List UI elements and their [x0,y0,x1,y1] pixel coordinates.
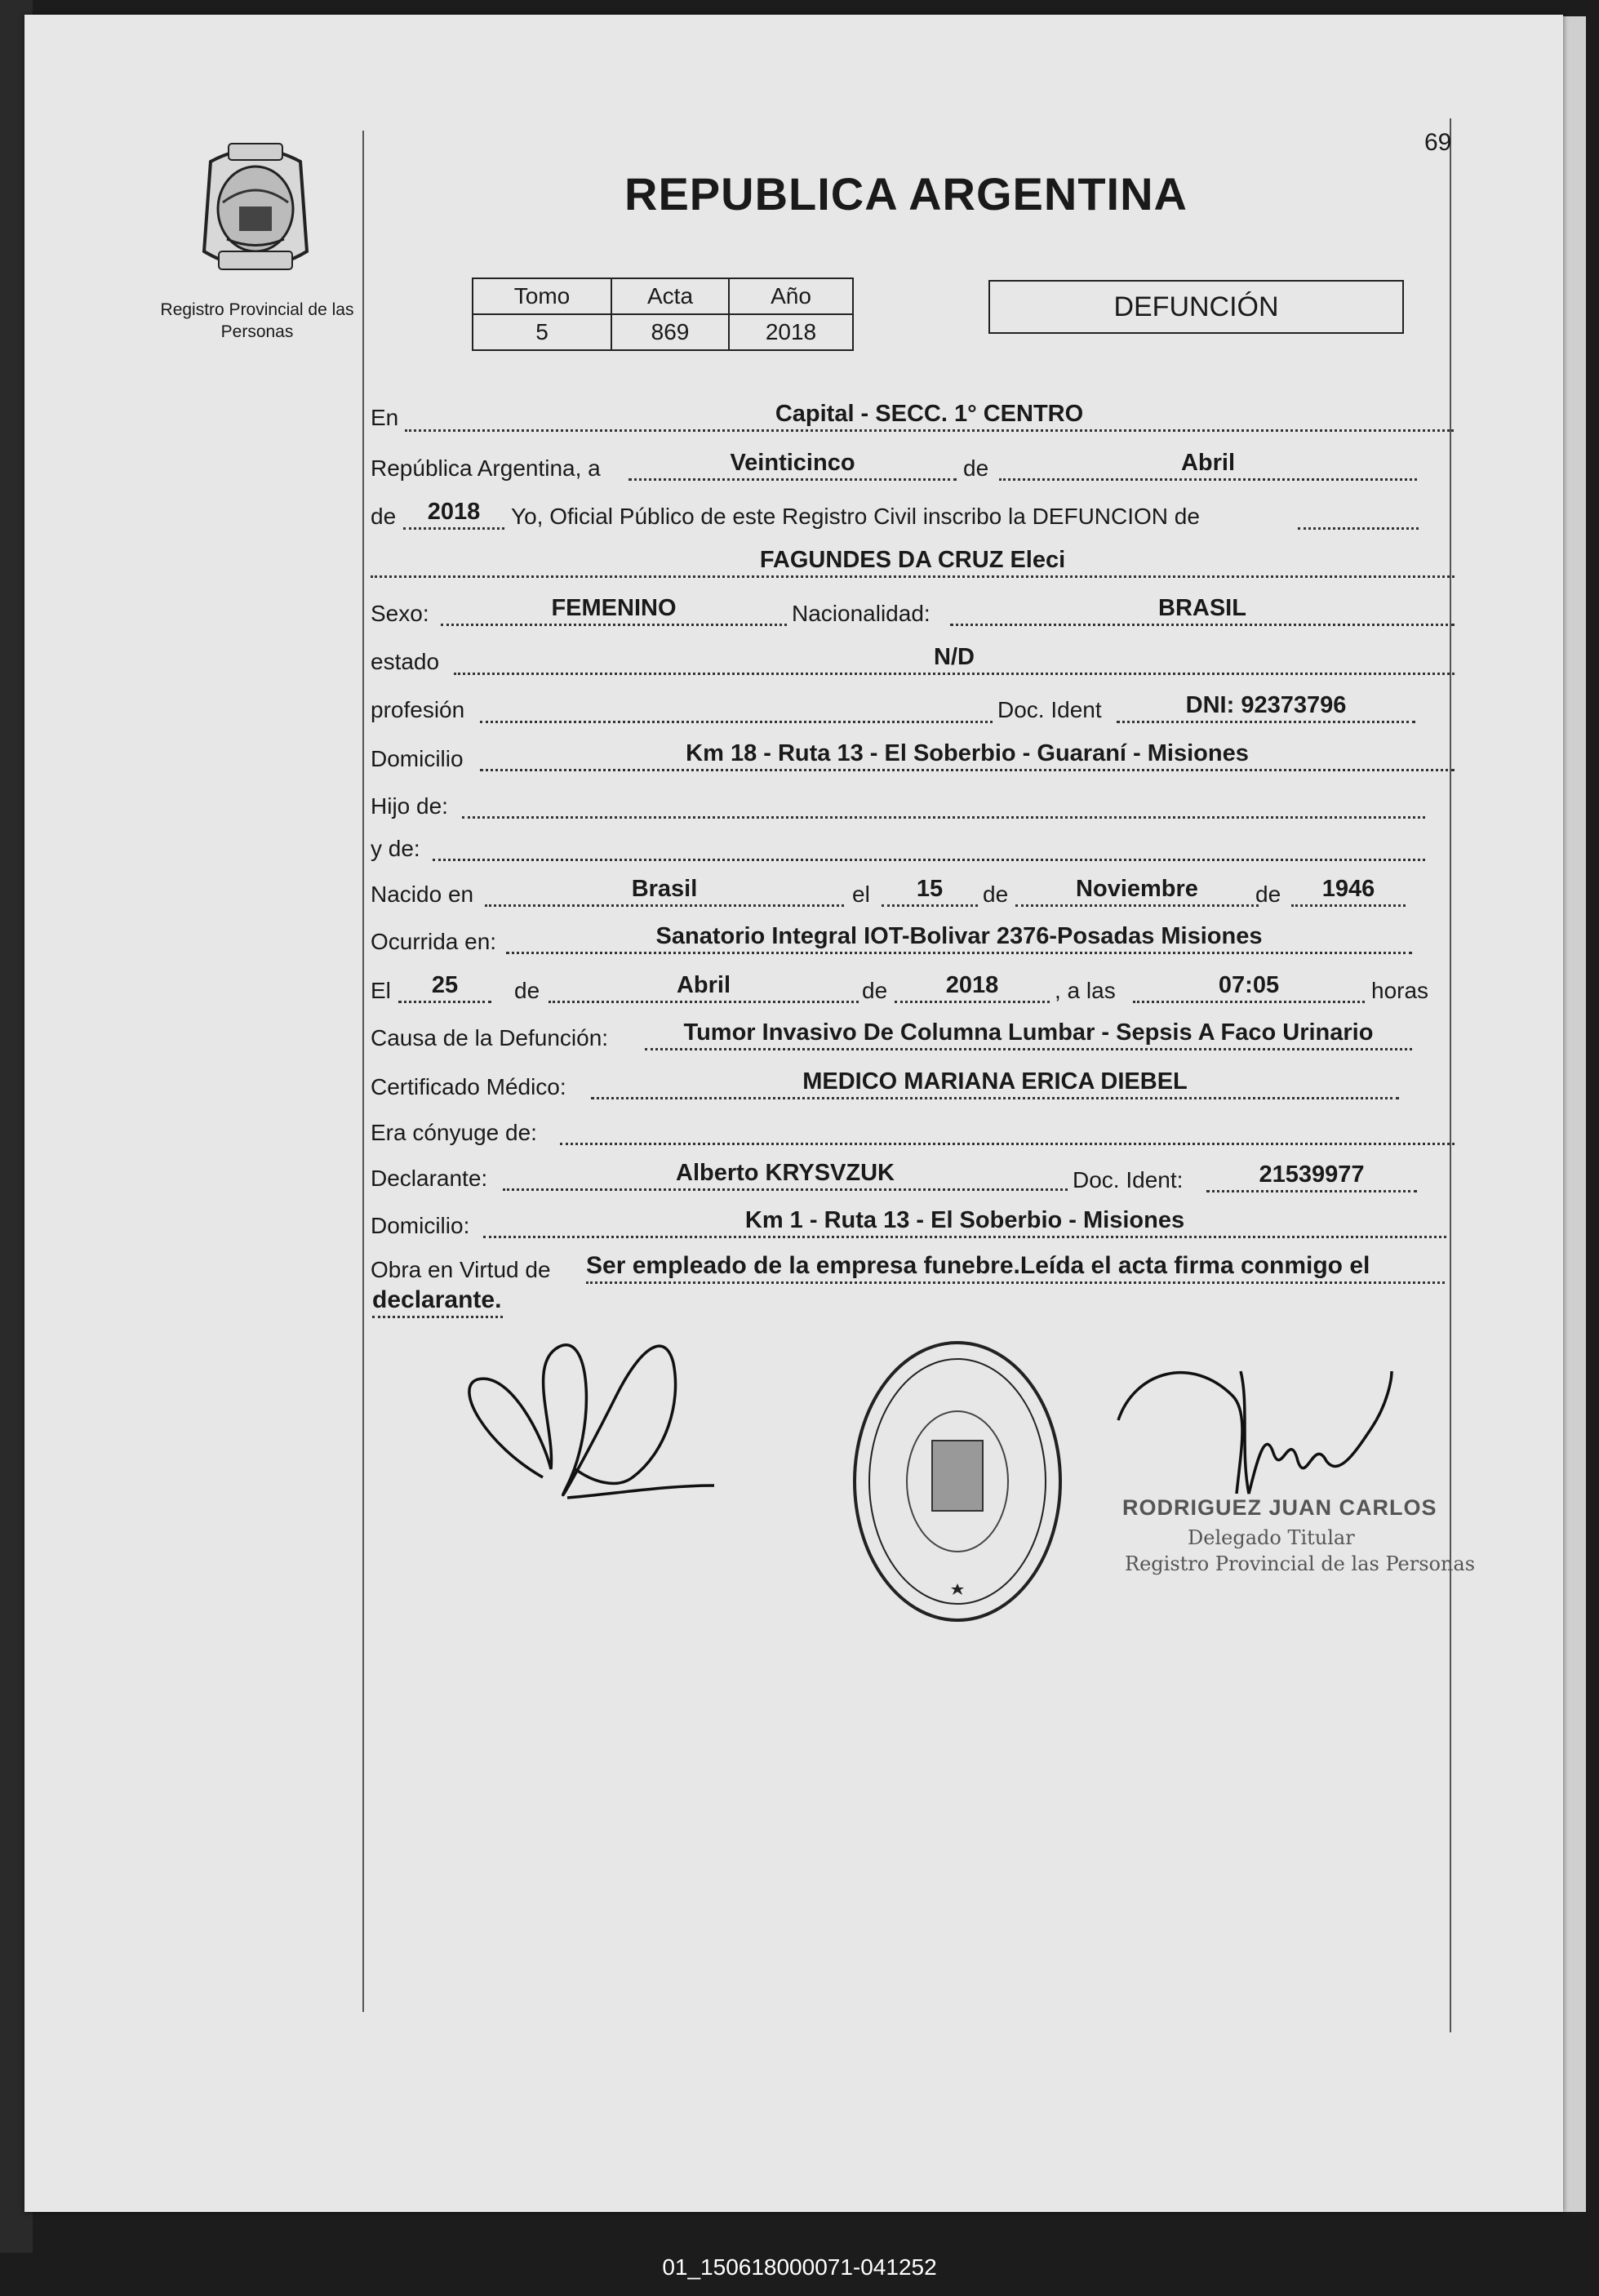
official-role: Delegado Titular [1188,1526,1355,1549]
field-obra-line2: declarante. [372,1286,503,1318]
field-declarante-doc: 21539977 [1206,1161,1417,1192]
label-de-5: de [514,978,540,1003]
field-nac-anio: 1946 [1291,875,1406,907]
label-nacionalidad: Nacionalidad: [792,601,931,626]
label-inscribo: Yo, Oficial Público de este Registro Civil inscribo la DEFUNCION de [511,504,1200,529]
label-doc-ident-2: Doc. Ident: [1073,1167,1184,1192]
label-hijo-de: Hijo de: [371,793,448,819]
label-horas: horas [1371,978,1429,1003]
official-stamp-icon [851,1339,1064,1624]
record-value-row [473,314,853,350]
label-domicilio: Domicilio [371,746,464,771]
label-de-4: de [1255,882,1281,907]
label-de-3: de [983,882,1009,907]
record-value-tomo: 5 [473,314,611,350]
record-header-acta: Acta [611,278,729,314]
field-domicilio: Km 18 - Ruta 13 - El Soberbio - Guaraní - Misiones [480,739,1455,771]
record-header-row [473,278,853,314]
field-estado: N/D [454,643,1455,675]
field-declarante-domicilio: Km 1 - Ruta 13 - El Soberbio - Misiones [483,1206,1446,1238]
label-doc-ident: Doc. Ident [997,697,1102,722]
label-a-las: , a las [1055,978,1116,1003]
label-conyuge: Era cónyuge de: [371,1120,537,1145]
registry-label: Registro Provincial de las Personas [160,300,354,341]
document-title: REPUBLICA ARGENTINA [624,168,1188,220]
label-el: el [852,882,870,907]
field-def-dia: 25 [398,971,491,1003]
field-y-de [433,829,1425,861]
official-name: RODRIGUEZ JUAN CARLOS [1122,1495,1437,1520]
label-estado: estado [371,649,440,674]
label-y-de: y de: [371,836,420,861]
field-profesion [480,691,993,723]
field-def-anio: 2018 [895,971,1050,1003]
label-certificado: Certificado Médico: [371,1074,566,1099]
label-sexo: Sexo: [371,601,429,626]
official-signature-icon [1110,1339,1420,1502]
field-dia-texto: Veinticinco [628,449,957,481]
field-obra-line1: Ser empleado de la empresa funebre.Leída el acta firma conmigo el [586,1252,1445,1284]
record-header-anio: Año [729,278,853,314]
label-nacido-en: Nacido en [371,882,474,907]
field-nac-mes: Noviembre [1015,875,1259,907]
label-republica: República Argentina, a [371,455,601,481]
record-table [472,278,854,351]
field-ocurrida-en: Sanatorio Integral IOT-Bolivar 2376-Posadas Misiones [506,922,1412,954]
field-nacionalidad: BRASIL [950,594,1455,626]
provincia-misiones-seal-icon [194,137,317,282]
page-number: 69 [1424,129,1452,156]
record-header-tomo: Tomo [473,278,611,314]
field-anio: 2018 [403,498,504,530]
record-type-box: DEFUNCIÓN [988,280,1404,334]
record-value-acta: 869 [611,314,729,350]
field-certificado: MEDICO MARIANA ERICA DIEBEL [591,1068,1399,1099]
field-nacido-en: Brasil [485,875,844,907]
label-declarante: Declarante: [371,1166,488,1191]
label-en: En [371,405,399,430]
field-sexo: FEMENINO [441,594,787,626]
declarante-signature-icon [453,1330,747,1534]
field-declarante: Alberto KRYSVZUK [503,1159,1068,1191]
field-blank-continuation [1298,498,1419,530]
label-de-6: de [862,978,888,1003]
field-def-mes: Abril [549,971,859,1003]
label-domicilio-2: Domicilio: [371,1213,470,1238]
field-mes: Abril [999,449,1417,481]
field-hijo-de [462,787,1425,819]
label-ocurrida-en: Ocurrida en: [371,929,497,954]
field-nombre: FAGUNDES DA CRUZ Eleci [371,546,1455,578]
label-de-2: de [371,504,397,529]
field-lugar: Capital - SECC. 1° CENTRO [405,400,1454,432]
field-def-hora: 07:05 [1133,971,1365,1003]
record-value-anio: 2018 [729,314,853,350]
official-registry: Registro Provincial de las Personas [1125,1552,1476,1575]
left-margin-line [362,131,364,2012]
field-nac-dia: 15 [882,875,978,907]
footer-code: 01_150618000071-041252 [662,2254,937,2280]
label-el-cap: El [371,978,391,1003]
label-obra: Obra en Virtud de [371,1257,551,1282]
label-de-1: de [963,455,989,481]
label-causa: Causa de la Defunción: [371,1025,609,1050]
field-doc-ident: DNI: 92373796 [1117,691,1415,723]
label-profesion: profesión [371,697,465,722]
field-causa: Tumor Invasivo De Columna Lumbar - Sepsis A Faco Urinario [645,1019,1412,1050]
field-conyuge [560,1113,1455,1145]
